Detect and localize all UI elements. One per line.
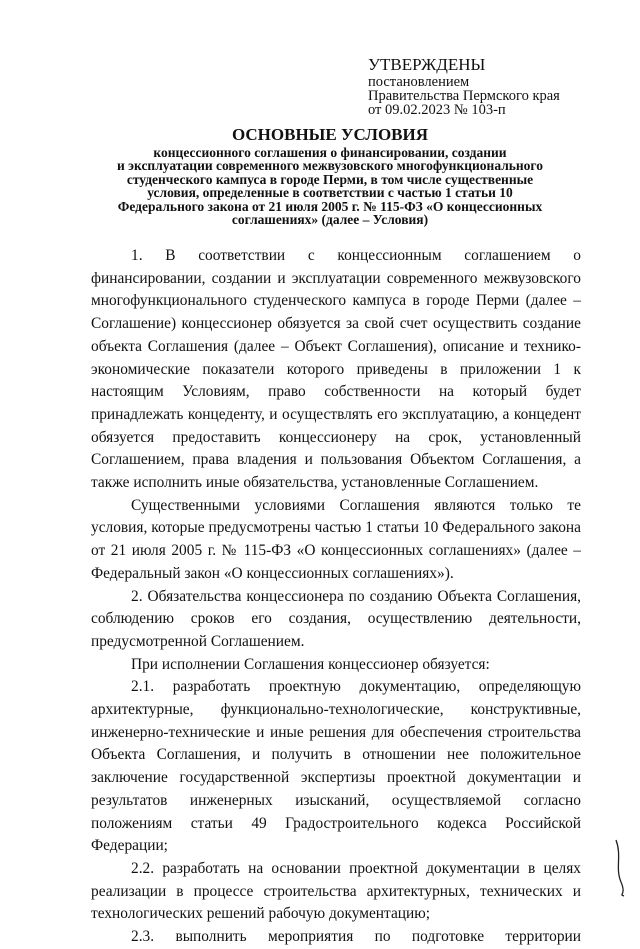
- heading-line-6: соглашениях» (далее – Условия): [231, 212, 429, 228]
- approval-line-2: Правительства Пермского края: [368, 88, 560, 104]
- paragraph-4: При исполнении Соглашения концессионер обязуется:: [131, 655, 490, 673]
- heading-line-2: и эксплуатации современного межвузовского многофункционального: [117, 158, 543, 174]
- approval-title: УТВЕРЖДЕНЫ: [368, 55, 486, 74]
- document-title: ОСНОВНЫЕ УСЛОВИЯ: [231, 125, 429, 144]
- heading-line-3: студенческого кампуса в городе Перми, в том числе существенные: [126, 171, 534, 187]
- paragraph-7: 2.3. выполнить мероприятия по подготовке территории: [131, 928, 581, 946]
- approval-stamp: [368, 55, 560, 117]
- document-heading: [60, 125, 600, 226]
- paragraph-5: 2.1. разработать проектную документацию, определяющую архитектурные, функционально-технологические, конструктивные, инженерно-технические и иные решения для обеспечения строительства Объекта Соглашения, и получить в отношении нее положительное заключение государственной экспертизы проектной документации и результатов инженерных изысканий, осуществляемой согласно положениям статьи 49 Градостроительного кодекса Российской Федерации;: [91, 678, 581, 855]
- heading-line-1: концессионного соглашения о финансировании, создании: [153, 145, 507, 160]
- heading-line-5: Федерального закона от 21 июля 2005 г. № 115-ФЗ «О концессионных: [117, 198, 543, 214]
- heading-line-4: условия, определенные в соответствии с частью 1 статьи 10: [147, 185, 513, 201]
- approval-line-3: от 09.02.2023 № 103-п: [368, 102, 506, 118]
- paragraph-6: 2.2. разработать на основании проектной документации в целях реализации в процессе строительства архитектурных, технических и технологических решений рабочую документацию;: [91, 859, 581, 923]
- paragraph-3: 2. Обязательства концессионера по созданию Объекта Соглашения, соблюдению сроков его создания, осуществлению деятельности, предусмотренной Соглашением.: [91, 587, 581, 650]
- paragraph-1: 1. В соответствии с концессионным соглашением о финансировании, создании и эксплуатации современного межвузовского многофункционального студенческого кампуса в городе Перми (далее – Соглашение) концессионер обязуется за свой счет осуществить создание объекта Соглашения (далее – Объект Соглашения), описание и технико-экономические показатели которого приведены в приложении 1 к настоящим Условиям, право собственности на который будет принадлежать концеденту, и осуществлять его эксплуатацию, а концедент обязуется предоставить концессионеру на срок, установленный Соглашением, права владения и пользования Объектом Соглашения, а также исполнить иные обязательства, установленные Соглашением.: [91, 247, 581, 492]
- paragraph-2: Существенными условиями Соглашения являются только те условия, которые предусмотрены частью 1 статьи 10 Федерального закона от 21 июля 2005 г. № 115-ФЗ «О концессионных соглашениях» (далее – Федеральный закон «О концессионных соглашениях»).: [91, 496, 581, 582]
- approval-line-1: постановлением: [368, 74, 470, 90]
- document-body: [91, 245, 581, 949]
- margin-mark-icon: [612, 838, 630, 898]
